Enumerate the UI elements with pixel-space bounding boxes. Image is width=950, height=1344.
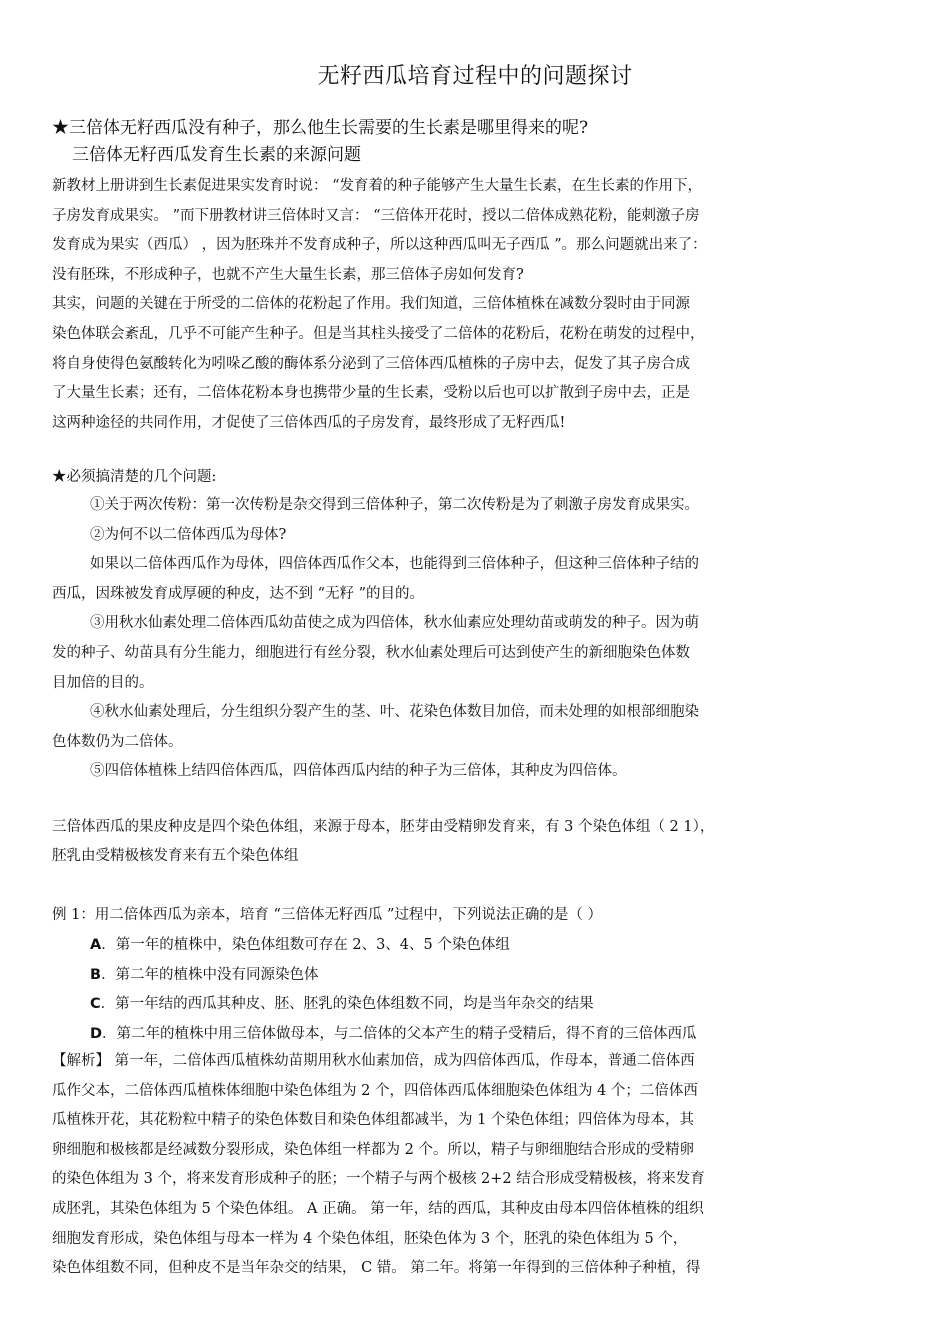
analysis-line: 的染色体组为 3 个，将来发育形成种子的胚；一个精子与两个极核 2+2 结合形成受精极核，将来发育 [52,1171,705,1188]
point-line: 色体数仍为二倍体。 [52,733,183,750]
option-text: ．第二年的植株中用三倍体做母本，与二倍体的父本产生的精子受精后，得不育的三倍体西瓜 [102,1025,697,1042]
section-header: ★必须搞清楚的几个问题: [52,469,217,485]
point-line: ③用秋水仙素处理二倍体西瓜幼苗使之成为四倍体，秋水仙素应处理幼苗或萌发的种子。因为萌 [90,615,699,632]
summary-line: 三倍体西瓜的果皮种皮是四个染色体组，来源于母本，胚芽由受精卵发育来，有 3 个染色体组（ 2 1）， [52,819,715,835]
analysis-line: 瓜作父本，二倍体西瓜植株体细胞中染色体组为 2 个，四倍体西瓜体细胞染色体组为 4 个；二倍体西 [52,1082,698,1099]
point-line: ①关于两次传粉：第一次传粉是杂交得到三倍体种子，第二次传粉是为了刺激子房发育成果实。 [90,497,699,513]
point-line: ⑤四倍体植株上结四倍体西瓜，四倍体西瓜内结的种子为三倍体，其种皮为四倍体。 [90,763,627,780]
option-d [90,1023,697,1045]
analysis-line: 【解析】 第一年，二倍体西瓜植株幼苗期用秋水仙素加倍，成为四倍体西瓜，作母本，普通二倍体西 [52,1053,695,1069]
point-line: 发的种子、幼苗具有分生能力，细胞进行有丝分裂，秋水仙素处理后可达到使产生的新细胞染色体数 [52,645,690,661]
analysis-line: 细胞发育形成，染色体组与母本一样为 4 个染色体组，胚染色体为 3 个，胚乳的染色体组为 5 个， [52,1230,688,1247]
option-c [90,993,594,1015]
paragraph-line: 了大量生长素；还有，二倍体花粉本身也携带少量的生长素，受粉以后也可以扩散到子房中去，正是 [52,385,690,402]
option-letter: B [90,966,102,983]
point-line: 如果以二倍体西瓜作为母体，四倍体西瓜作父本，也能得到三倍体种子，但这种三倍体种子结的 [90,556,699,573]
option-text: ．第一年的植株中，染色体组数可存在 2、3、4、5 个染色体组 [101,937,510,953]
paragraph-line: 其实，问题的关键在于所受的二倍体的花粉起了作用。我们知道，三倍体植株在减数分裂时由于同源 [52,296,690,313]
paragraph-line: 新教材上册讲到生长素促进果实发育时说： “发育着的种子能够产生大量生长素，在生长素的作用下， [52,178,703,194]
question-header: ★三倍体无籽西瓜没有种子，那么他生长需要的生长素是哪里得来的呢? [52,118,589,138]
paragraph-line: 这两种途径的共同作用，才促使了三倍体西瓜的子房发育，最终形成了无籽西瓜! [52,414,566,431]
question-subheader: 三倍体无籽西瓜发育生长素的来源问题 [72,145,361,165]
paragraph-line: 发育成为果实（西瓜） ，因为胚珠并不发育成种子，所以这种西瓜叫无子西瓜 ”。那么问题就出来了： [52,237,707,254]
paragraph-line: 染色体联会紊乱，几乎不可能产生种子。但是当其柱头接受了二倍体的花粉后，花粉在萌发的过程中， [52,326,705,342]
analysis-line: 瓜植株开花，其花粉粒中精子的染色体数目和染色体组都减半，为 1 个染色体组；四倍体为母本，其 [52,1112,694,1129]
analysis-line: 卵细胞和极核都是经减数分裂形成，染色体组一样都为 2 个。所以，精子与卵细胞结合形成的受精卵 [52,1141,694,1158]
point-line: ④秋水仙素处理后，分生组织分裂产生的茎、叶、花染色体数目加倍，而未处理的如根部细胞染 [90,704,699,721]
option-letter: C [90,996,101,1013]
summary-line: 胚乳由受精极核发育来有五个染色体组 [52,848,299,864]
paragraph-line: 将自身使得色氨酸转化为吲哚乙酸的酶体系分泌到了三倍体西瓜植株的子房中去，促发了其子房合成 [52,355,690,372]
analysis-line: 染色体组数不同，但种皮不是当年杂交的结果， C 错。 第二年。将第一年得到的三倍体种子种植，得 [52,1260,701,1277]
option-a [90,934,510,956]
point-line: ②为何不以二倍体西瓜为母体? [90,526,287,543]
option-text: ．第二年的植株中没有同源染色体 [101,966,319,983]
analysis-line: 成胚乳，其染色体组为 5 个染色体组。 A 正确。 第一年，结的西瓜，其种皮由母本四倍体植株的组织 [52,1201,704,1217]
point-line: 西瓜，因珠被发育成厚硬的种皮，达不到 “无籽 ”的目的。 [52,585,425,602]
point-line: 目加倍的目的。 [52,674,154,691]
option-letter: D [90,1025,103,1042]
example-stem: 例 1：用二倍体西瓜为亲本，培育 “三倍体无籽西瓜 ”过程中，下列说法正确的是（ ） [52,907,602,923]
paragraph-line: 子房发育成果实。 ”而下册教材讲三倍体时又言： “三倍体开花时，授以二倍体成熟花粉，能刺激子房 [52,207,700,224]
option-text: ．第一年结的西瓜其种皮、胚、胚乳的染色体组数不同，均是当年杂交的结果 [100,996,594,1013]
option-letter: A [90,937,102,953]
page-title: 无籽西瓜培育过程中的问题探讨 [317,64,633,89]
option-b [90,964,319,986]
paragraph-line: 没有胚珠，不形成种子，也就不产生大量生长素，那三倍体子房如何发育? [52,266,524,283]
